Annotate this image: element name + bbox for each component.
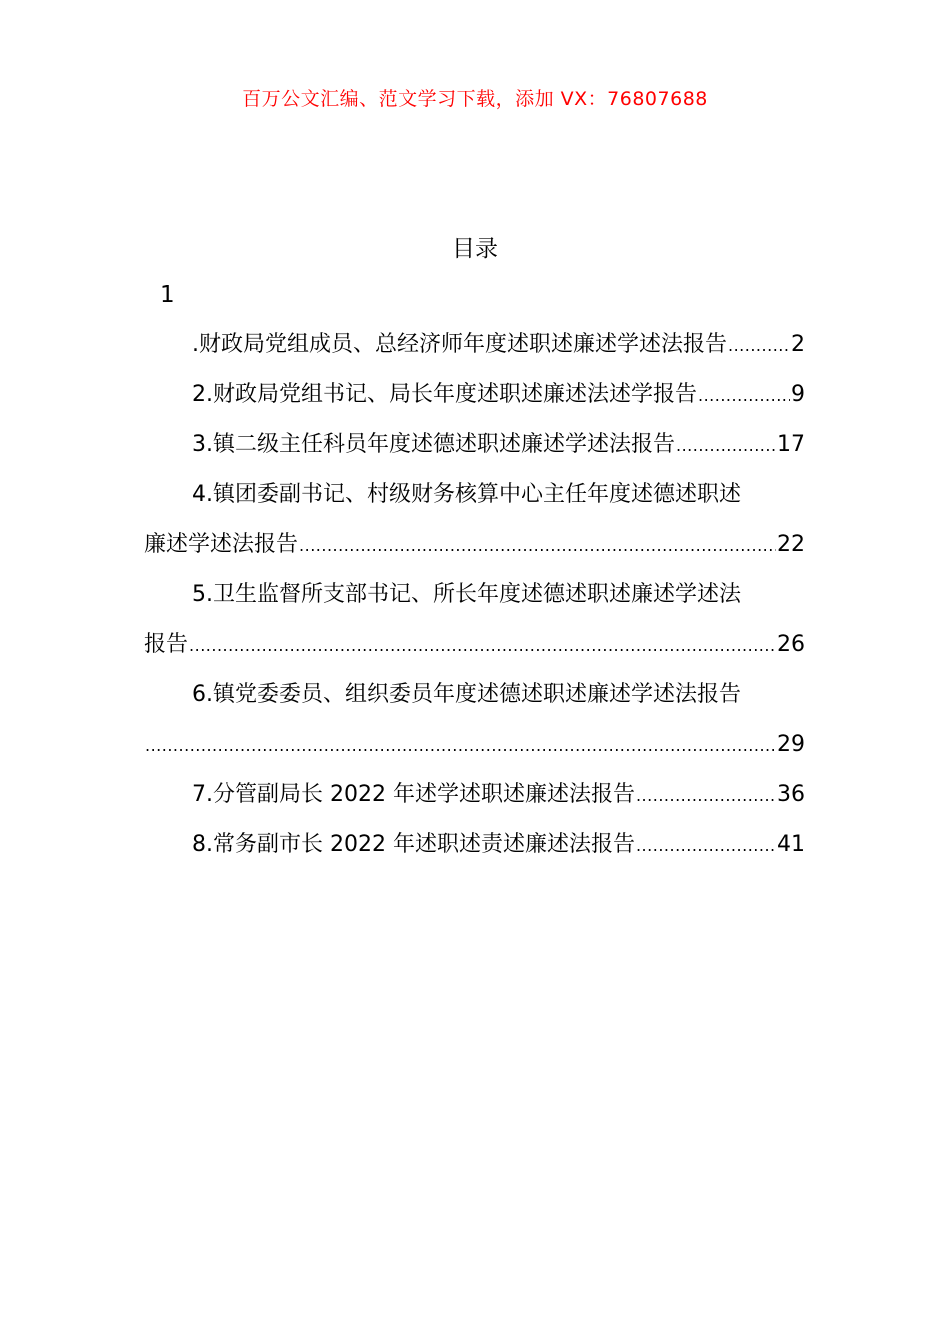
toc-entry-4[interactable]: [144, 470, 805, 570]
toc-entry-3[interactable]: [144, 420, 805, 470]
dot-leader: [145, 721, 776, 770]
dot-leader: [636, 821, 776, 870]
toc-entry-page: 9: [791, 382, 805, 407]
toc-entry-title: 4.镇团委副书记、村级财务核算中心主任年度述德述职述: [192, 482, 741, 507]
toc-title: 目录: [452, 236, 498, 262]
toc-entry-page: 41: [777, 832, 805, 857]
toc-entry-title: 2.财政局党组书记、局长年度述职述廉述法述学报告: [192, 382, 697, 407]
toc-entry-page: 2: [791, 332, 805, 357]
toc-entry-6[interactable]: [144, 670, 805, 770]
dot-leader: [728, 321, 790, 370]
toc-entry-title-continued: 报告: [144, 632, 189, 657]
dot-leader: [636, 771, 776, 820]
dot-leader: [189, 621, 776, 670]
toc-entry-title-continued: 廉述学述法报告: [144, 532, 299, 557]
dot-leader: [676, 421, 776, 470]
toc-entry-2[interactable]: [144, 370, 805, 420]
toc-entry-page: 36: [777, 782, 805, 807]
toc-entry-5[interactable]: [144, 570, 805, 670]
dot-leader: [299, 521, 776, 570]
toc-entry-page: 29: [777, 732, 805, 757]
toc-entry-title: 8.常务副市长 2022 年述职述责述廉述法报告: [192, 832, 635, 857]
toc-entry-title: 6.镇党委委员、组织委员年度述德述职述廉述学述法报告: [192, 682, 741, 707]
toc-entry-title: 3.镇二级主任科员年度述德述职述廉述学述法报告: [192, 432, 675, 457]
toc-entry-page: 22: [777, 532, 805, 557]
toc-entry-title: 5.卫生监督所支部书记、所长年度述德述职述廉述学述法: [192, 582, 741, 607]
toc-entry-title: .财政局党组成员、总经济师年度述职述廉述学述法报告: [192, 332, 727, 357]
toc-entry-8[interactable]: [144, 820, 805, 870]
toc-entry-title: 7.分管副局长 2022 年述学述职述廉述法报告: [192, 782, 635, 807]
dot-leader: [698, 371, 790, 420]
section-number: 1: [160, 282, 175, 308]
toc-entry-page: 26: [777, 632, 805, 657]
table-of-contents: [144, 320, 805, 870]
header-banner: 百万公文汇编、范文学习下载，添加 VX：76807688: [242, 88, 708, 110]
toc-entry-1[interactable]: [144, 320, 805, 370]
toc-entry-page: 17: [777, 432, 805, 457]
toc-entry-7[interactable]: [144, 770, 805, 820]
